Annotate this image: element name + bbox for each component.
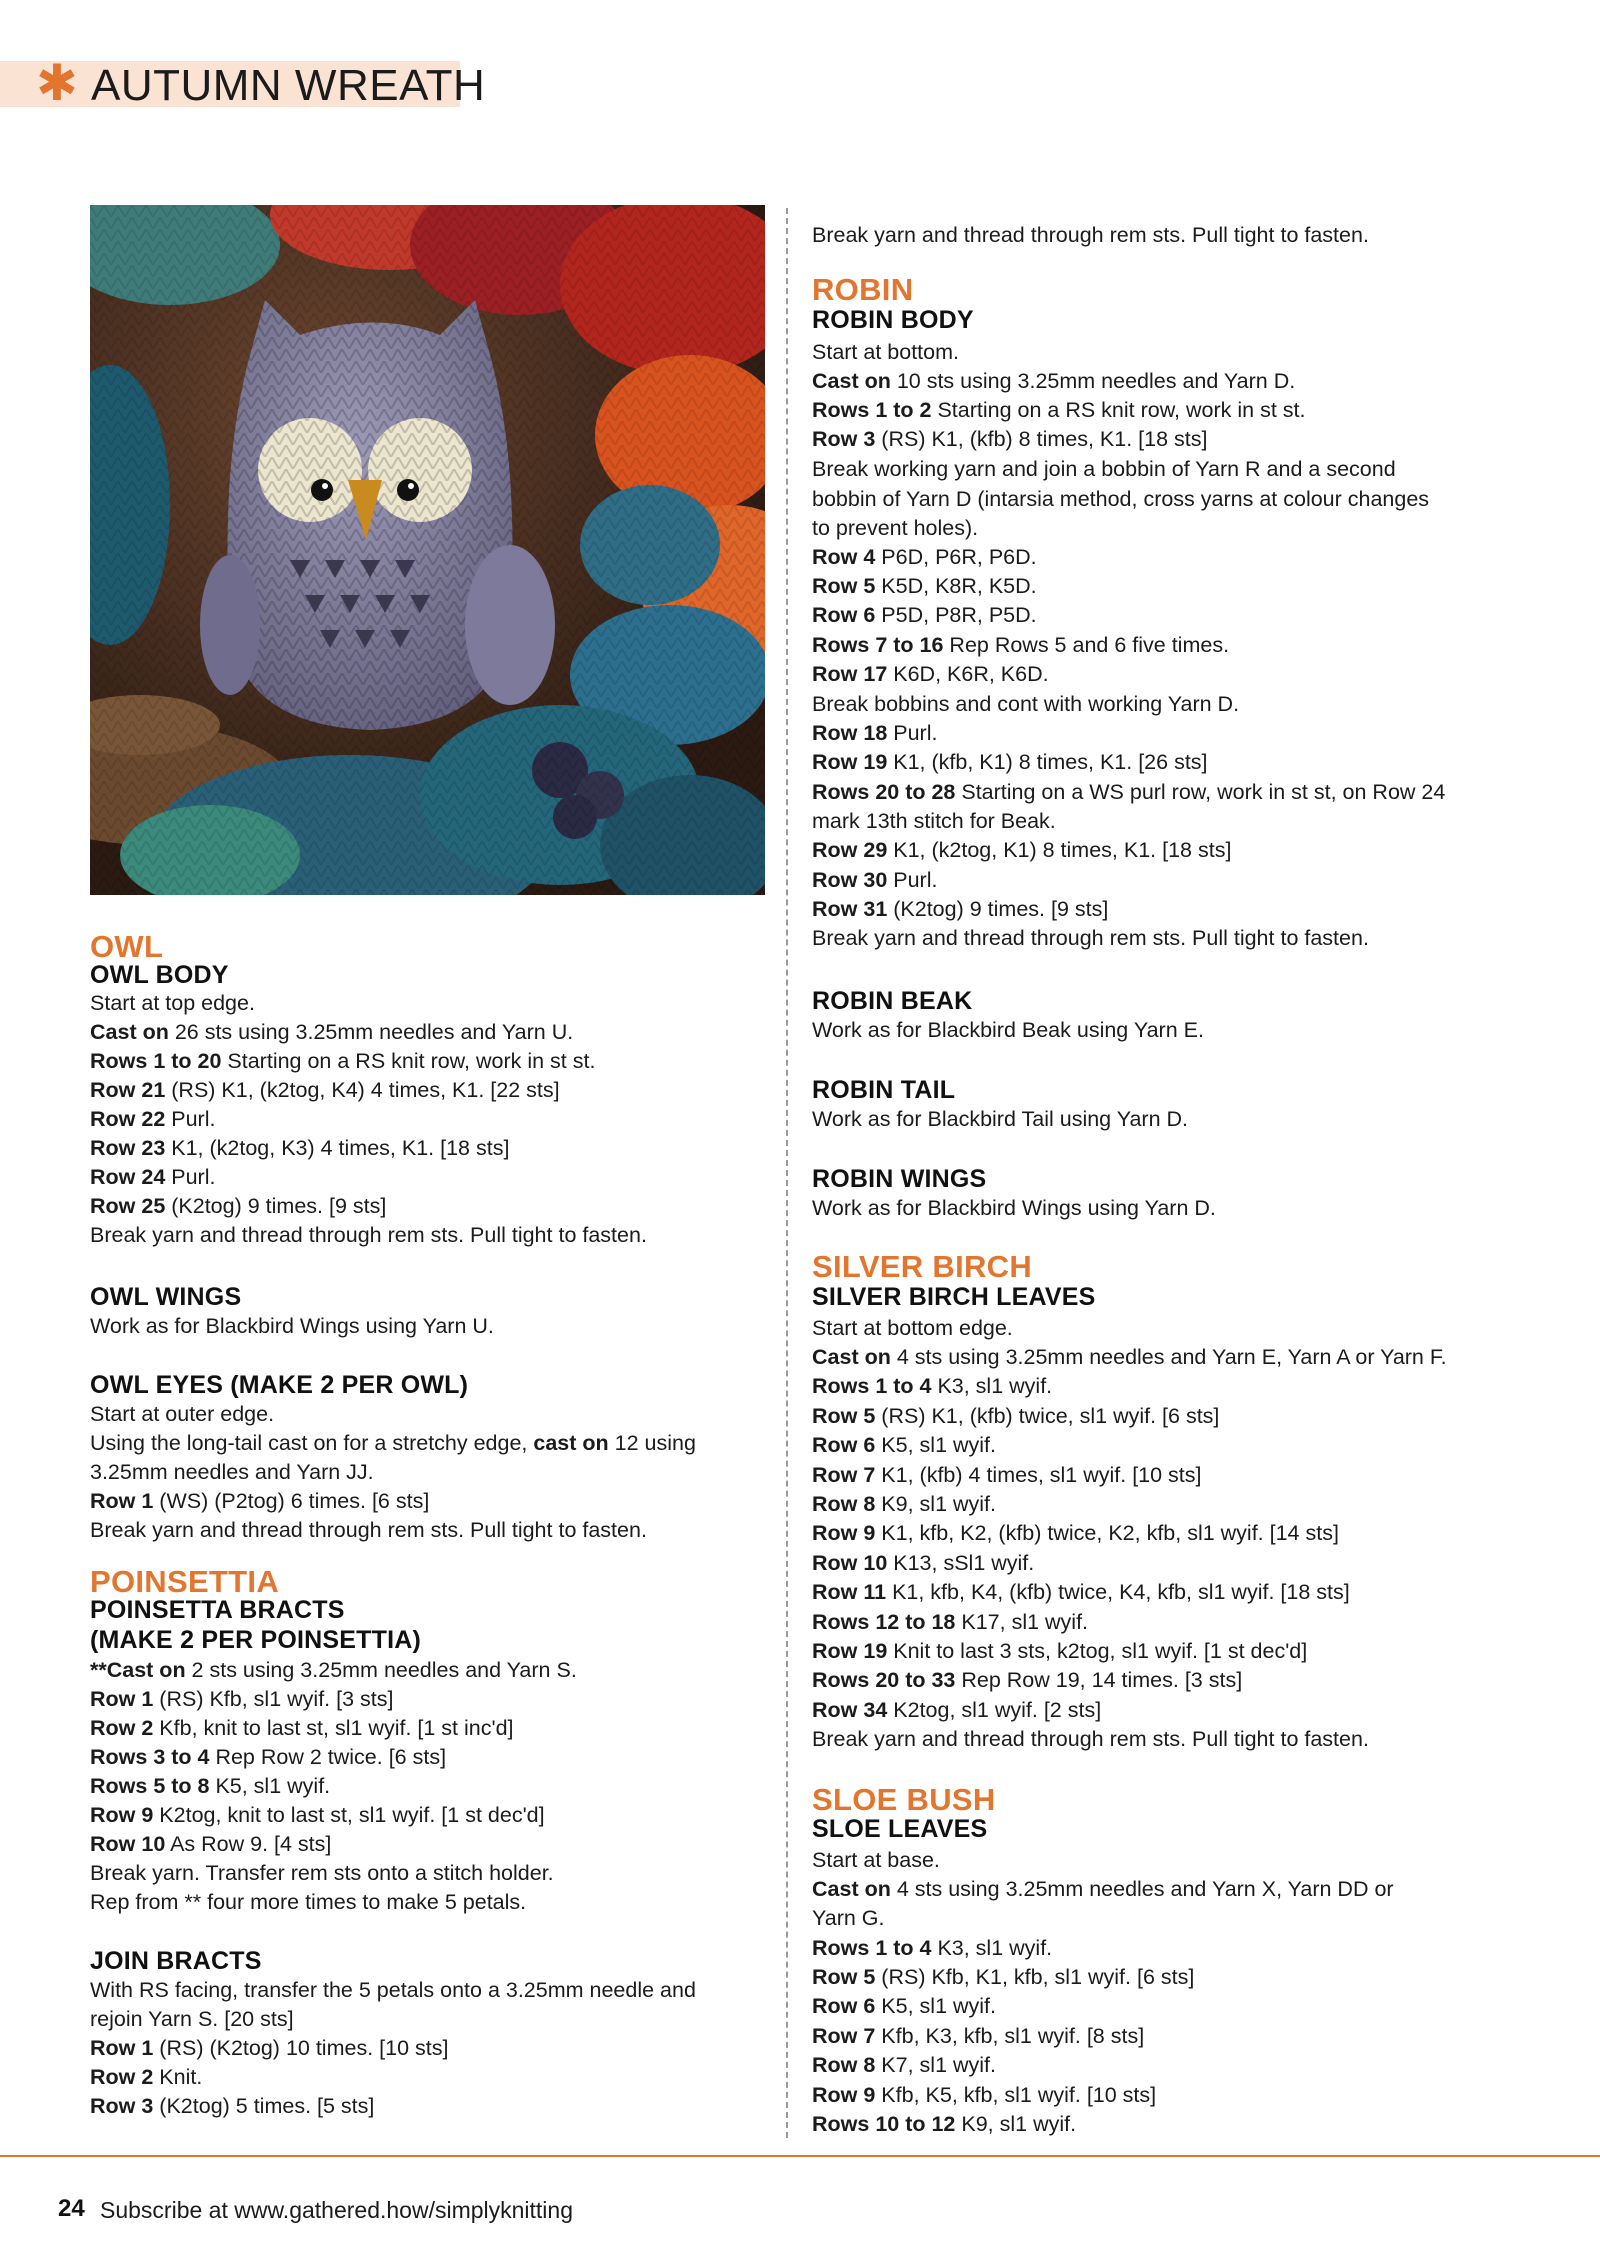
subsection-heading <box>90 1370 468 1400</box>
instruction-line <box>812 367 1295 396</box>
instruction-line <box>90 1859 554 1888</box>
instruction-line <box>812 221 1369 250</box>
instruction-line <box>812 1549 1034 1578</box>
line-text: Start at top edge. <box>90 991 255 1015</box>
instruction-line <box>812 543 1037 572</box>
line-text: Start at bottom. <box>812 340 959 364</box>
row-label: Row 4 <box>812 545 876 569</box>
instruction-line <box>812 485 1429 514</box>
line-text: K5D, K8R, K5D. <box>875 574 1037 598</box>
line-text: K9, sl1 wyif. <box>875 1492 997 1516</box>
row-label: Rows 1 to 4 <box>812 1936 932 1960</box>
inline-bold: cast on <box>533 1431 609 1455</box>
line-text: Break yarn and thread through rem sts. Pull tight to fasten. <box>812 1727 1369 1751</box>
subsection-heading <box>90 1595 345 1625</box>
line-text: (MAKE 2 PER POINSETTIA) <box>90 1626 422 1654</box>
line-text: Kfb, K5, kfb, sl1 wyif. [10 sts] <box>875 2083 1157 2107</box>
asterisk-flower-icon: ✱ <box>36 54 78 112</box>
subscribe-text: Subscribe at www.gathered.how/simplyknitting <box>100 2197 574 2223</box>
instruction-line <box>812 1666 1242 1695</box>
row-label: Row 24 <box>90 1165 166 1189</box>
row-label: Row 7 <box>812 2024 876 2048</box>
line-text: 2 sts using 3.25mm needles and Yarn S. <box>185 1658 577 1682</box>
instruction-line <box>812 1431 996 1460</box>
line-text: K2tog, sl1 wyif. [2 sts] <box>887 1698 1102 1722</box>
subsection-heading <box>90 1946 262 1976</box>
line-text: 26 sts using 3.25mm needles and Yarn U. <box>168 1020 574 1044</box>
section-heading <box>812 1783 996 1817</box>
row-label: Row 7 <box>812 1463 876 1487</box>
line-text: Kfb, K3, kfb, sl1 wyif. [8 sts] <box>875 2024 1145 2048</box>
row-label: Rows 5 to 8 <box>90 1774 210 1798</box>
line-text: K1, kfb, K4, (kfb) twice, K4, kfb, sl1 wyif. [18 sts] <box>886 1580 1350 1604</box>
line-text: K1, (k2tog, K3) 4 times, K1. [18 sts] <box>165 1136 510 1160</box>
instruction-line <box>90 1105 215 1134</box>
line-text: P5D, P8R, P5D. <box>875 603 1037 627</box>
instruction-line <box>90 1163 215 1192</box>
line-text: Start at outer edge. <box>90 1402 275 1426</box>
line-text: Work as for Blackbird Wings using Yarn U. <box>90 1314 494 1338</box>
instruction-line <box>90 1743 446 1772</box>
row-label: Row 25 <box>90 1194 166 1218</box>
instruction-line <box>90 2005 294 2034</box>
instruction-line <box>90 1516 647 1545</box>
instruction-line <box>812 1343 1447 1372</box>
line-text: (K2tog) 9 times. [9 sts] <box>887 897 1109 921</box>
row-label: Cast on <box>812 369 891 393</box>
line-text: SLOE LEAVES <box>812 1815 988 1843</box>
line-text: Break yarn and thread through rem sts. Pull tight to fasten. <box>90 1223 647 1247</box>
line-text: OWL BODY <box>90 961 229 989</box>
row-label: Row 18 <box>812 721 888 745</box>
section-heading <box>90 930 163 964</box>
instruction-line <box>90 1801 545 1830</box>
line-text: Break bobbins and cont with working Yarn D. <box>812 692 1240 716</box>
instruction-line <box>812 1875 1394 1904</box>
line-text: OWL EYES (MAKE 2 PER OWL) <box>90 1371 469 1399</box>
line-text: K13, sSl1 wyif. <box>887 1551 1035 1575</box>
instruction-line <box>812 631 1229 660</box>
row-label: Cast on <box>812 1345 891 1369</box>
line-text: K9, sl1 wyif. <box>955 2112 1077 2136</box>
instruction-line <box>812 719 937 748</box>
instruction-line <box>90 1888 526 1917</box>
line-text: Break yarn and thread through rem sts. Pull tight to fasten. <box>812 223 1369 247</box>
line-text: Starting on a RS knit row, work in st st. <box>221 1049 596 1073</box>
row-label: Row 8 <box>812 2053 876 2077</box>
instruction-line <box>812 778 1445 807</box>
line-text: Yarn G. <box>812 1906 885 1930</box>
instruction-line <box>90 1458 374 1487</box>
row-label: Row 6 <box>812 1994 876 2018</box>
instruction-line <box>812 1105 1188 1134</box>
instruction-line <box>812 924 1369 953</box>
line-text: Purl. <box>165 1107 216 1131</box>
instruction-line <box>812 1402 1219 1431</box>
line-text: Rep Row 19, 14 times. [3 sts] <box>955 1668 1243 1692</box>
line-text: POINSETTA BRACTS <box>90 1596 345 1624</box>
instruction-line <box>812 690 1239 719</box>
subsection-heading <box>812 1282 1095 1312</box>
instruction-line <box>812 425 1207 454</box>
line-text: Knit to last 3 sts, k2tog, sl1 wyif. [1 st dec'd] <box>887 1639 1308 1663</box>
line-text: Work as for Blackbird Tail using Yarn D. <box>812 1107 1189 1131</box>
instruction-line <box>812 1314 1013 1343</box>
line-text: POINSETTIA <box>90 1564 280 1599</box>
page-number: 24 <box>58 2195 85 2222</box>
row-label: Row 5 <box>812 574 876 598</box>
line-text: Break yarn and thread through rem sts. Pull tight to fasten. <box>90 1518 647 1542</box>
row-label: Row 6 <box>812 1433 876 1457</box>
row-label: Row 10 <box>90 1832 166 1856</box>
line-text: ROBIN BEAK <box>812 987 973 1015</box>
line-text: SILVER BIRCH LEAVES <box>812 1283 1096 1311</box>
subsection-heading <box>812 305 974 335</box>
row-label: Cast on <box>90 1020 169 1044</box>
line-text: ROBIN BODY <box>812 306 974 334</box>
instruction-line <box>90 1772 330 1801</box>
row-label: **Cast on <box>90 1658 186 1682</box>
instruction-line <box>812 895 1108 924</box>
row-label: Row 19 <box>812 1639 888 1663</box>
instruction-line <box>812 1608 1088 1637</box>
row-label: Row 1 <box>90 1489 154 1513</box>
line-text: K3, sl1 wyif. <box>931 1374 1053 1398</box>
line-text: Purl. <box>887 868 938 892</box>
line-text: K17, sl1 wyif. <box>955 1610 1089 1634</box>
row-label: Row 19 <box>812 750 888 774</box>
line-text: Work as for Blackbird Beak using Yarn E. <box>812 1018 1204 1042</box>
line-text: 4 sts using 3.25mm needles and Yarn E, Yarn A or Yarn F. <box>890 1345 1447 1369</box>
footer-divider <box>0 2155 1600 2157</box>
row-label: Row 21 <box>90 1078 166 1102</box>
line-text: OWL WINGS <box>90 1283 242 1311</box>
instruction-line <box>90 1134 509 1163</box>
instruction-line <box>812 396 1305 425</box>
owl-illustration <box>90 205 765 895</box>
line-text: K5, sl1 wyif. <box>875 1994 997 2018</box>
line-text: 3.25mm needles and Yarn JJ. <box>90 1460 374 1484</box>
row-label: Rows 1 to 4 <box>812 1374 932 1398</box>
row-label: Row 29 <box>812 838 888 862</box>
subsection-heading <box>812 1075 955 1105</box>
line-text: Start at base. <box>812 1848 940 1872</box>
subsection-heading <box>90 1282 241 1312</box>
line-text: Purl. <box>887 721 938 745</box>
instruction-line <box>812 455 1396 484</box>
instruction-line <box>812 660 1049 689</box>
line-text: (WS) (P2tog) 6 times. [6 sts] <box>153 1489 430 1513</box>
line-text: mark 13th stitch for Beak. <box>812 809 1056 833</box>
instruction-line <box>90 1429 696 1458</box>
row-label: Row 17 <box>812 662 888 686</box>
instruction-line <box>90 989 255 1018</box>
row-label: Row 2 <box>90 1716 154 1740</box>
instruction-line <box>812 866 937 895</box>
line-text: K6D, K6R, K6D. <box>887 662 1049 686</box>
line-text: Break yarn. Transfer rem sts onto a stitch holder. <box>90 1861 554 1885</box>
line-text: K5, sl1 wyif. <box>209 1774 331 1798</box>
instruction-line <box>812 338 959 367</box>
line-text: Starting on a RS knit row, work in st st. <box>931 398 1306 422</box>
instruction-line <box>90 1976 696 2005</box>
row-label: Row 6 <box>812 603 876 627</box>
instruction-line <box>812 1846 940 1875</box>
instruction-line <box>812 1578 1350 1607</box>
line-text: (RS) K1, (kfb) twice, sl1 wyif. [6 sts] <box>875 1404 1220 1428</box>
line-text: Purl. <box>165 1165 216 1189</box>
line-text: With RS facing, transfer the 5 petals onto a 3.25mm needle and <box>90 1978 696 2002</box>
section-heading <box>812 273 913 307</box>
line-text: P6D, P6R, P6D. <box>875 545 1037 569</box>
line-text: JOIN BRACTS <box>90 1947 262 1975</box>
row-label: Row 2 <box>90 2065 154 2089</box>
line-text: Rep from ** four more times to make 5 petals. <box>90 1890 527 1914</box>
instruction-line <box>812 1194 1216 1223</box>
instruction-line <box>90 1400 274 1429</box>
line-text: Knit. <box>153 2065 203 2089</box>
instruction-line <box>90 2063 202 2092</box>
line-text: (K2tog) 5 times. [5 sts] <box>153 2094 375 2118</box>
instruction-line <box>812 1016 1204 1045</box>
instruction-line <box>812 1519 1339 1548</box>
knitted-owl-photo <box>90 205 765 895</box>
instruction-line <box>90 1685 393 1714</box>
line-text: rejoin Yarn S. [20 sts] <box>90 2007 294 2031</box>
row-label: Rows 1 to 2 <box>812 398 932 422</box>
line-text: to prevent holes). <box>812 516 979 540</box>
line-text: K2tog, knit to last st, sl1 wyif. [1 st dec'd] <box>153 1803 545 1827</box>
line-text: As Row 9. [4 sts] <box>165 1832 332 1856</box>
instruction-line <box>90 1018 573 1047</box>
instruction-line <box>812 1372 1052 1401</box>
instruction-line <box>812 1637 1307 1666</box>
row-label: Row 30 <box>812 868 888 892</box>
instruction-line <box>812 1934 1052 1963</box>
line-text: ROBIN <box>812 272 914 307</box>
line-text: K5, sl1 wyif. <box>875 1433 997 1457</box>
line-text: Kfb, knit to last st, sl1 wyif. [1 st inc'd] <box>153 1716 514 1740</box>
instruction-line <box>812 572 1037 601</box>
line-text: bobbin of Yarn D (intarsia method, cross yarns at colour changes <box>812 487 1430 511</box>
column-divider <box>786 208 788 2138</box>
row-label: Rows 7 to 16 <box>812 633 944 657</box>
instruction-line <box>90 1714 514 1743</box>
line-text: (RS) K1, (k2tog, K4) 4 times, K1. [22 sts] <box>165 1078 560 1102</box>
line-text: OWL <box>90 929 164 964</box>
row-label: Rows 20 to 33 <box>812 1668 956 1692</box>
line-text: Break working yarn and join a bobbin of Yarn R and a second <box>812 457 1396 481</box>
instruction-line <box>812 1963 1194 1992</box>
line-text: Rep Rows 5 and 6 five times. <box>943 633 1230 657</box>
row-label: Rows 1 to 20 <box>90 1049 222 1073</box>
instruction-line <box>812 1696 1101 1725</box>
line-text: ROBIN WINGS <box>812 1165 987 1193</box>
page-title: AUTUMN WREATH <box>91 61 486 110</box>
instruction-line <box>812 601 1037 630</box>
line-text: K1, (kfb) 4 times, sl1 wyif. [10 sts] <box>875 1463 1202 1487</box>
line-text: (RS) Kfb, sl1 wyif. [3 sts] <box>153 1687 394 1711</box>
line-text: (RS) Kfb, K1, kfb, sl1 wyif. [6 sts] <box>875 1965 1195 1989</box>
subsection-heading <box>812 986 972 1016</box>
subsection-heading <box>812 1814 987 1844</box>
instruction-line <box>90 2034 448 2063</box>
row-label: Row 11 <box>812 1580 887 1604</box>
instruction-line <box>90 1487 429 1516</box>
line-text: Start at bottom edge. <box>812 1316 1013 1340</box>
line-text: Work as for Blackbird Wings using Yarn D. <box>812 1196 1216 1220</box>
instruction-line <box>812 1461 1202 1490</box>
line-text: (RS) (K2tog) 10 times. [10 sts] <box>153 2036 449 2060</box>
row-label: Row 1 <box>90 1687 154 1711</box>
instruction-line <box>812 1725 1369 1754</box>
instruction-line <box>90 1221 647 1250</box>
subsection-heading <box>90 1625 421 1655</box>
instruction-line <box>812 1904 885 1933</box>
instruction-line <box>812 514 978 543</box>
instruction-line <box>812 748 1208 777</box>
row-label: Cast on <box>812 1877 891 1901</box>
instruction-line <box>812 2110 1076 2139</box>
row-label: Row 3 <box>812 427 876 451</box>
row-label: Row 3 <box>90 2094 154 2118</box>
line-text: Break yarn and thread through rem sts. Pull tight to fasten. <box>812 926 1369 950</box>
subsection-heading <box>812 1164 986 1194</box>
line-text: Starting on a WS purl row, work in st st, on Row 24 <box>955 780 1446 804</box>
row-label: Row 8 <box>812 1492 876 1516</box>
line-text: 10 sts using 3.25mm needles and Yarn D. <box>890 369 1296 393</box>
row-label: Row 5 <box>812 1965 876 1989</box>
line-text: Using the long-tail cast on for a stretchy edge, <box>90 1431 534 1455</box>
instruction-line <box>90 1192 386 1221</box>
instruction-line <box>90 1047 595 1076</box>
line-text: K1, (k2tog, K1) 8 times, K1. [18 sts] <box>887 838 1232 862</box>
line-text: ROBIN TAIL <box>812 1076 956 1104</box>
line-text: SILVER BIRCH <box>812 1249 1033 1284</box>
instruction-line <box>812 836 1231 865</box>
instruction-line <box>90 1312 494 1341</box>
line-text: (RS) K1, (kfb) 8 times, K1. [18 sts] <box>875 427 1208 451</box>
row-label: Row 10 <box>812 1551 888 1575</box>
line-text: K3, sl1 wyif. <box>931 1936 1053 1960</box>
row-label: Row 1 <box>90 2036 154 2060</box>
row-label: Row 31 <box>812 897 888 921</box>
row-label: Rows 20 to 28 <box>812 780 956 804</box>
line-text: (K2tog) 9 times. [9 sts] <box>165 1194 387 1218</box>
row-label: Row 5 <box>812 1404 876 1428</box>
instruction-line <box>812 1992 996 2021</box>
subsection-heading <box>90 960 229 990</box>
instruction-line <box>812 1490 996 1519</box>
row-label: Rows 12 to 18 <box>812 1610 956 1634</box>
section-heading <box>812 1250 1032 1284</box>
line-text: 4 sts using 3.25mm needles and Yarn X, Yarn DD or <box>890 1877 1394 1901</box>
instruction-line <box>90 2092 374 2121</box>
line-text: SLOE BUSH <box>812 1782 996 1817</box>
instruction-line <box>812 2051 996 2080</box>
instruction-line <box>90 1656 577 1685</box>
line-text: K7, sl1 wyif. <box>875 2053 997 2077</box>
row-label: Row 9 <box>812 2083 876 2107</box>
row-label: Row 22 <box>90 1107 166 1131</box>
line-text: 12 using <box>608 1431 696 1455</box>
line-text: K1, (kfb, K1) 8 times, K1. [26 sts] <box>887 750 1208 774</box>
row-label: Rows 3 to 4 <box>90 1745 210 1769</box>
instruction-line <box>812 807 1056 836</box>
row-label: Row 23 <box>90 1136 166 1160</box>
instruction-line <box>812 2081 1156 2110</box>
instruction-line <box>812 2022 1144 2051</box>
line-text: Rep Row 2 twice. [6 sts] <box>209 1745 447 1769</box>
instruction-line <box>90 1830 331 1859</box>
row-label: Row 9 <box>812 1521 876 1545</box>
section-heading <box>90 1565 279 1599</box>
row-label: Row 34 <box>812 1698 888 1722</box>
line-text: K1, kfb, K2, (kfb) twice, K2, kfb, sl1 wyif. [14 sts] <box>875 1521 1339 1545</box>
instruction-line <box>90 1076 560 1105</box>
row-label: Row 9 <box>90 1803 154 1827</box>
row-label: Rows 10 to 12 <box>812 2112 956 2136</box>
